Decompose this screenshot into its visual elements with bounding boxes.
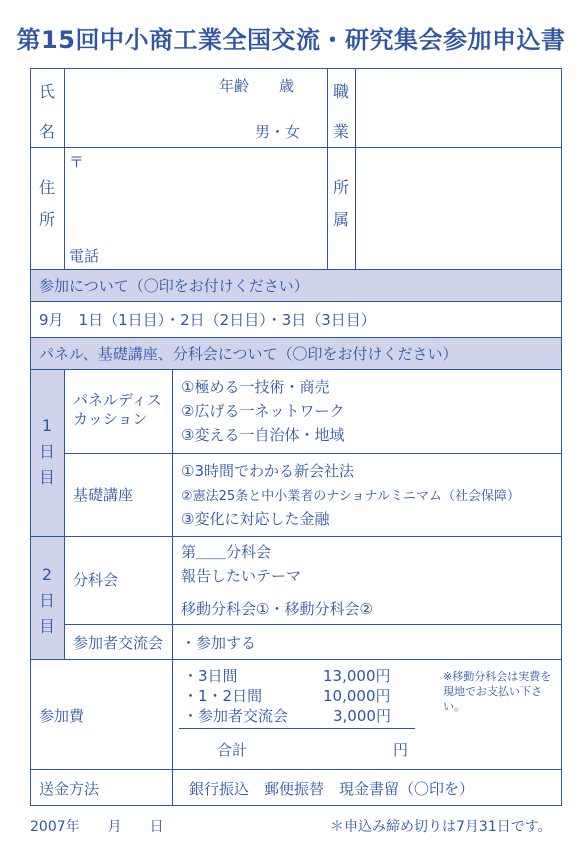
basic-option-2[interactable]: ②憲法25条と中小業者のナショナルミニマム（社会保障） (181, 489, 521, 504)
payment-label: 送金方法 (39, 780, 100, 798)
fee-label: 参加費 (39, 707, 85, 725)
date-line: 2007年 月 日 (30, 819, 164, 835)
phone-label: 電話 (69, 247, 100, 265)
fee-item-amount-3: 3,000円 (333, 707, 391, 725)
fee-total-unit: 円 (393, 741, 409, 759)
fee-total-divider (179, 728, 415, 729)
day1-label: 1 日 目 (38, 416, 55, 487)
basic-option-3[interactable]: ③変化に対応した金融 (181, 510, 330, 528)
bunkakai-number-field[interactable]: 第＿＿分科会 (181, 543, 272, 561)
panel-option-2[interactable]: ②広げる一ネットワーク (181, 402, 345, 420)
application-form (30, 68, 562, 806)
basic-option-1[interactable]: ①3時間でわかる新会社法 (181, 462, 354, 480)
job-label: 職 業 (332, 82, 349, 141)
fee-item-name-3[interactable]: ・参加者交流会 (183, 707, 289, 725)
panel-option-3[interactable]: ③変える一自治体・地域 (181, 426, 345, 444)
gender-field[interactable]: 男・女 (255, 123, 301, 141)
attendance-header: 参加について（〇印をお付けください） (39, 277, 309, 295)
report-theme-field[interactable]: 報告したいテーマ (181, 567, 302, 585)
age-field[interactable]: 年齢 歳 (219, 77, 295, 95)
attendance-days[interactable]: 9月 1日（1日目）・2日（2日目）・3日（3日目） (39, 311, 376, 329)
fee-note: ※移動分科会は実費を現地でお支払い下さい。 (443, 670, 552, 713)
affiliation-label: 所 属 (332, 178, 349, 229)
address-input[interactable] (65, 148, 327, 269)
mobile-bunkakai-options[interactable]: 移動分科会①・移動分科会② (181, 600, 373, 618)
panel-label: パネルディス カッション (73, 391, 162, 428)
name-label: 氏 名 (38, 82, 55, 141)
day2-label: 2 日 目 (38, 565, 55, 636)
form-title: 第15回中小商工業全国交流・研究集会参加申込書 (16, 26, 566, 54)
fee-total-label: 合計 (217, 741, 248, 759)
panel-option-1[interactable]: ①極める一技術・商売 (181, 378, 330, 396)
basic-course-label: 基礎講座 (73, 486, 134, 504)
exchange-label: 参加者交流会 (73, 634, 164, 652)
payment-options[interactable]: 銀行振込 郵便振替 現金書留（〇印を） (189, 780, 475, 798)
postal-mark: 〒 (69, 153, 85, 171)
name-input[interactable] (65, 69, 327, 147)
bunkakai-label: 分科会 (73, 571, 119, 589)
address-label: 住 所 (38, 178, 55, 229)
fee-item-name-1[interactable]: ・3日間 (183, 667, 238, 685)
affiliation-input[interactable] (356, 148, 561, 269)
fee-item-amount-2: 10,000円 (323, 687, 391, 705)
fee-item-name-2[interactable]: ・1・2日間 (183, 687, 263, 705)
panel-section-header: パネル、基礎講座、分科会について（〇印をお付けください） (39, 345, 458, 363)
fee-item-amount-1: 13,000円 (323, 667, 391, 685)
deadline-note: ＊申込み締め切りは7月31日です。 (330, 819, 552, 835)
job-input[interactable] (356, 69, 561, 147)
exchange-option[interactable]: ・参加する (181, 634, 257, 652)
